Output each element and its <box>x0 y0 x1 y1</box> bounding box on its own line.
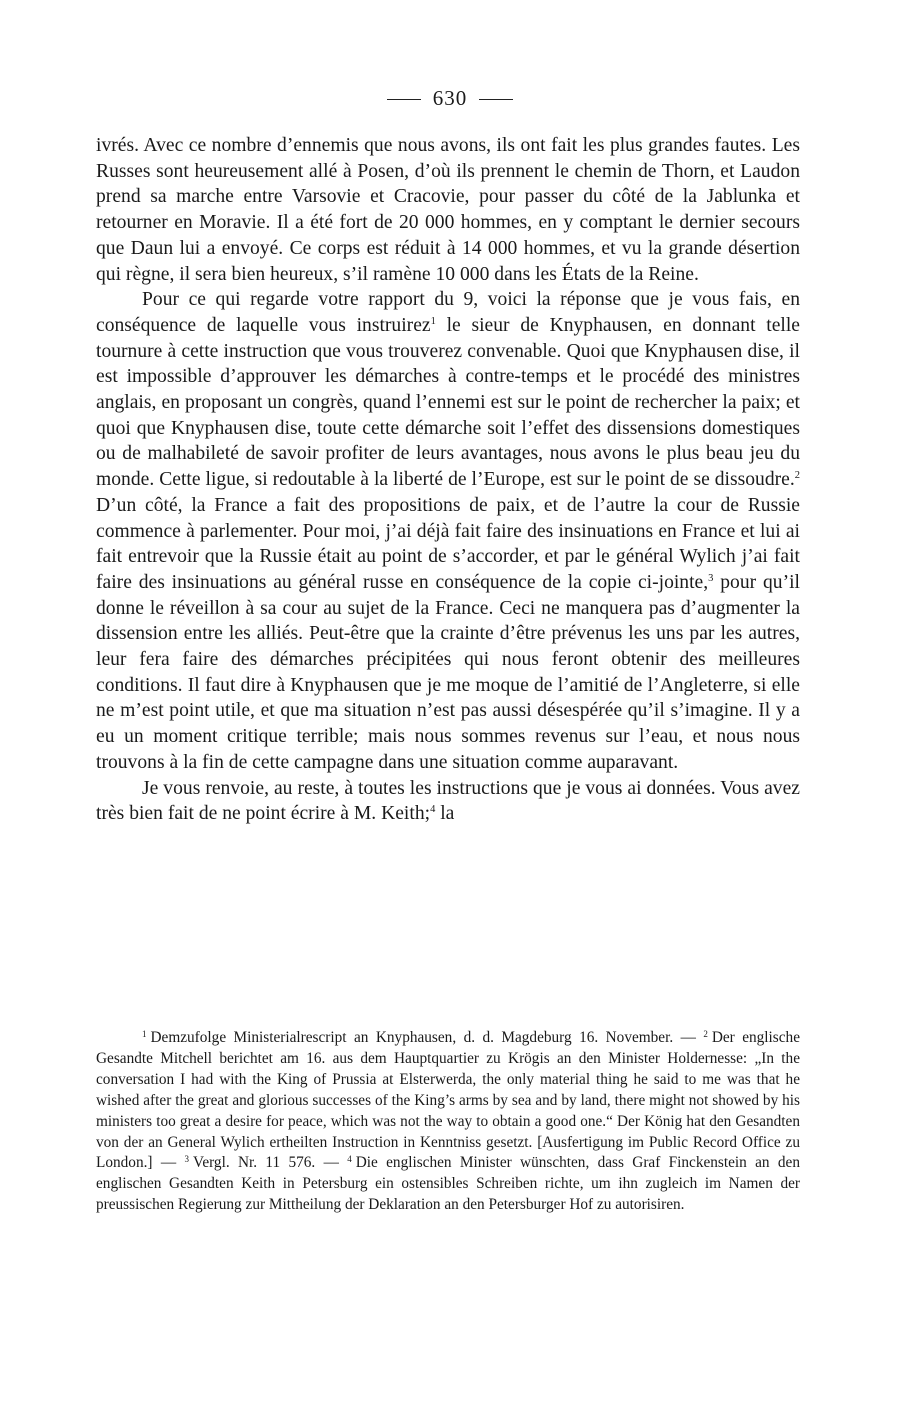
footnote-ref-4: 4 <box>430 804 436 816</box>
footnote-3: Vergl. Nr. 11 576. — <box>192 1154 339 1172</box>
header-rule-right <box>479 99 513 100</box>
header-rule-left <box>387 99 421 100</box>
paragraph-2-part-a: Pour ce qui regarde votre rapport du 9, voici la réponse que je vous fais, en conséquence de laquelle vous instruirez <box>96 289 800 336</box>
main-text <box>96 133 800 827</box>
footnote-ref-3: 3 <box>708 572 714 584</box>
footnote-ref-2: 2 <box>794 470 800 482</box>
footnote-mark-3: 3 <box>184 1154 189 1165</box>
footnote-mark-1: 1 <box>142 1029 147 1039</box>
paragraph-1: ivrés. Avec ce nombre d’ennemis que nous avons, ils ont fait les plus grandes fautes. Les Russes sont heureusement allé à Posen, d’où ils prennent le chemin de Thorn, et Laudon prend sa marche entre Varsovie et Cracovie, pour passer du côté de la Jablunka et retourner en Moravie. Il a été fort de 20 000 hommes, en y comptant le dernier secours que Daun lui a envoyé. Ce corps est réduit à 14 000 hommes, et vu la grande désertion qui règne, il sera bien heureux, s’il ramène 10 000 dans les États de la Reine. <box>96 135 800 285</box>
footnote-4: Die englischen Minister wünschten, dass Graf Finckenstein an den englischen Gesandten Keith in Petersburg ein ostensibles Schreiben richte, um ihn zugleich im Namen der preussischen Regierung zur Mittheilung der Deklaration an den Petersburger Hof zu autorisiren. <box>96 1154 800 1214</box>
footnote-1: Demzufolge Ministerialrescript an Knyphausen, d. d. Magdeburg 16. November. — <box>150 1029 696 1046</box>
paragraph-3 <box>96 776 800 827</box>
paragraph-2-part-d: pour qu’il donne le réveillon à sa cour au sujet de la France. Ceci ne manquera pas d’augmenter la dissension entre les alliés. Peut-être que la crainte d’être prévenus les uns par les autres, leur fera faire des démarches précipitées qui nous feront obtenir des meilleures conditions. Il faut dire à Knyphausen que je me moque de l’amitié de l’Angleterre, si elle ne m’est point utile, et que ma situation n’est pas aussi désespérée qu’il s’imagine. Il y a eu un moment critique terrible; mais nous sommes revenus sur l’eau, et nous nous trouvons à la fin de cette campagne dans une situation comme auparavant. <box>96 571 800 773</box>
paragraph-3-part-b: la <box>435 803 455 825</box>
paragraph-3-part-a: Je vous renvoie, au reste, à toutes les instructions que je vous ai données. Vous avez très bien fait de ne point écrire à M. Keith; <box>96 777 800 825</box>
paragraph-2 <box>96 287 800 775</box>
page-header <box>0 86 900 111</box>
footnote-mark-2: 2 <box>703 1029 708 1039</box>
page-number: 630 <box>432 86 468 110</box>
paragraph-2-part-c: D’un côté, la France a fait des propositions de paix, et de l’autre la cour de Russie commence à parlementer. Pour moi, j’ai déjà fait faire des insinuations en France et lui ai fait entrevoir que la Russie était au point de s’accorder, et par le général Wylich j’ai fait faire des insinuations au général russe en conséquence de la copie ci-jointe, <box>96 494 800 593</box>
footnote-ref-1: 1 <box>430 315 436 327</box>
footnote-2: Der englische Gesandte Mitchell berichtet am 16. aus dem Hauptquartier zu Krögis an den Minister Holdernesse: „In the conversation I had with the King of Prussia at Elsterwerda, the only material thing he said to me was that he wished after the great and glorious successes of the King’s arms by sea and by land, there might not showed by his ministers too great a desire for peace, which was not the way to obtain a good one.“ Der König hat den Gesandten von der an General Wylich ertheilten Instruction in Kenntniss gesetzt. [Ausfertigung im Public Record Office zu London.] — <box>96 1029 800 1172</box>
paragraph-2-part-b: le sieur de Knyphausen, en donnant telle tournure à cette instruction que vous trouverez convenable. Quoi que Knyphausen dise, il est impossible d’approuver les démarches à contre-temps et le procédé des ministres anglais, en proposant un congrès, quand l’ennemi est sur le point de rechercher la paix; et quoi que Knyphausen dise, toute cette démarche soit l’effet des dissensions domestiques ou de malhabileté de savoir profiter de leurs avantages, nous avons le plus beau jeu du monde. Cette ligue, si redoutable à la liberté de l’Europe, est sur le point de se dissoudre. <box>96 314 800 491</box>
footnote-mark-4: 4 <box>347 1154 352 1165</box>
footnotes <box>96 1028 800 1216</box>
